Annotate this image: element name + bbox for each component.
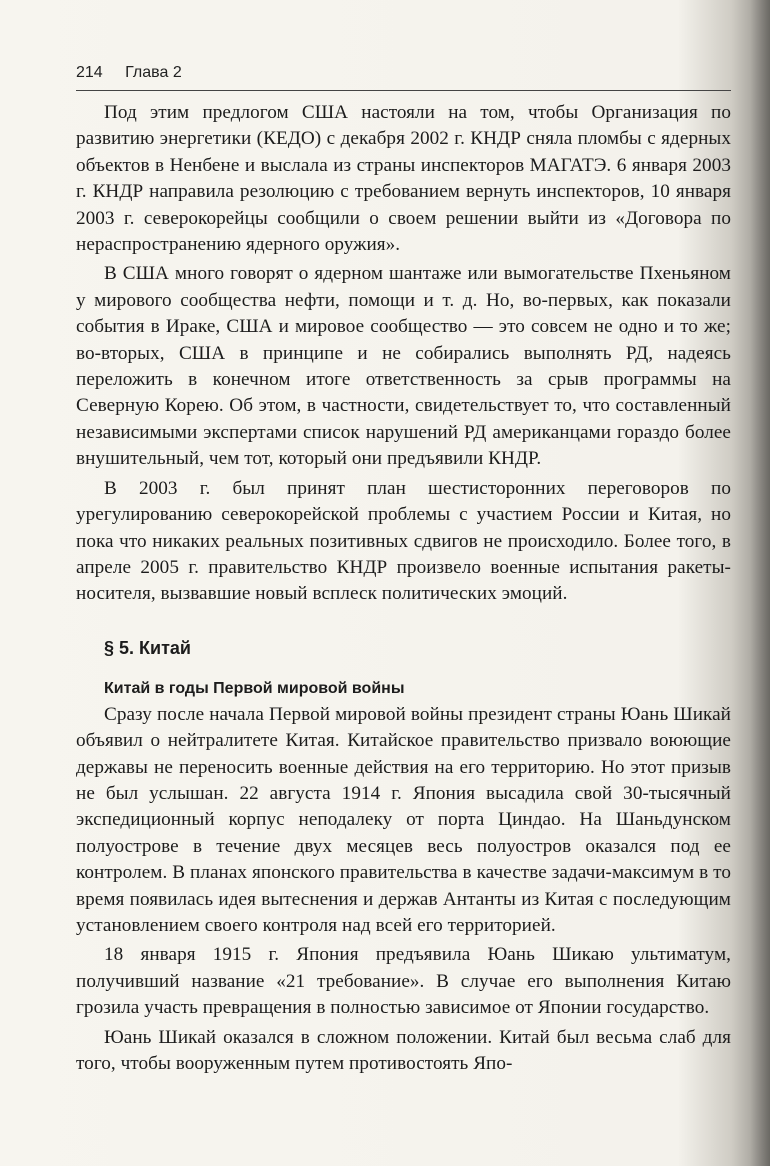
page-edge-shadow [750,0,770,1166]
chapter-title: Глава 2 [125,64,182,81]
subsection-heading: Китай в годы Первой мировой войны [104,679,405,697]
page-body [76,100,731,1077]
paragraph: 18 января 1915 г. Япония предъявила Юань Шикаю ультиматум, получивший название «21 требование». В случае его выполнения Китаю грозила участь превращения в полностью зависимое от Японии государство. [76,944,731,1019]
paragraph: В 2003 г. был принят план шестисторонних переговоров по урегулированию северокорейской проблемы с участием России и Китая, но пока что никаких реальных позитивных сдвигов не происходило. Более того, в апреле 2005 г. правительство КНДР произвело военные испытания ракеты-носителя, вызвавшие новый всплеск политических эмоций. [76,477,731,605]
header-divider [76,90,731,91]
paragraph: Юань Шикай оказался в сложном положении. Китай был весьма слаб для того, чтобы вооруженным путем противостоять Япо- [76,1026,731,1074]
paragraph: Сразу после начала Первой мировой войны президент страны Юань Шикай объявил о нейтралитете Китая. Китайское правительство призвало воюющие державы не переносить военные действия на его территорию. Но этот призыв не был услышан. 22 августа 1914 г. Япония высадила свой 30-тысячный экспедиционный корпус неподалеку от порта Циндао. На Шаньдунском полуострове в течение двух месяцев весь полуостров оказался под ее контролем. В планах японского правительства в качестве задачи-максимум в то время появилась идея вытеснения и держав Антанты из Китая с последующим установлением своего контроля над всей его территорией. [76,703,731,936]
paragraph: В США много говорят о ядерном шантаже или вымогательстве Пхеньяном у мирового сообщества нефти, помощи и т. д. Но, во-первых, как показали события в Ираке, США и мировое сообщество — это совсем не одно и то же; во-вторых, США в принципе и не собирались выполнять РД, надеясь переложить в конечном итоге ответственность за срыв программы на Северную Корею. Об этом, в частности, свидетельствует то, что составленный независимыми экспертами список нарушений РД американцами гораздо более внушительный, чем тот, который они предъявили КНДР. [76,263,731,470]
running-header [76,64,731,86]
section-heading: § 5. Китай [104,637,191,658]
paragraph: Под этим предлогом США настояли на том, чтобы Организация по развитию энергетики (КЕДО) с декабря 2002 г. КНДР сняла пломбы с ядерных объектов в Ненбене и выслала из страны инспекторов МАГАТЭ. 6 января 2003 г. КНДР направила резолюцию с требованием вернуть инспекторов, 10 января 2003 г. северокорейцы сообщили о своем решении выйти из «Договора по нераспространению ядерного оружия». [76,102,731,256]
page-number: 214 [76,64,103,81]
